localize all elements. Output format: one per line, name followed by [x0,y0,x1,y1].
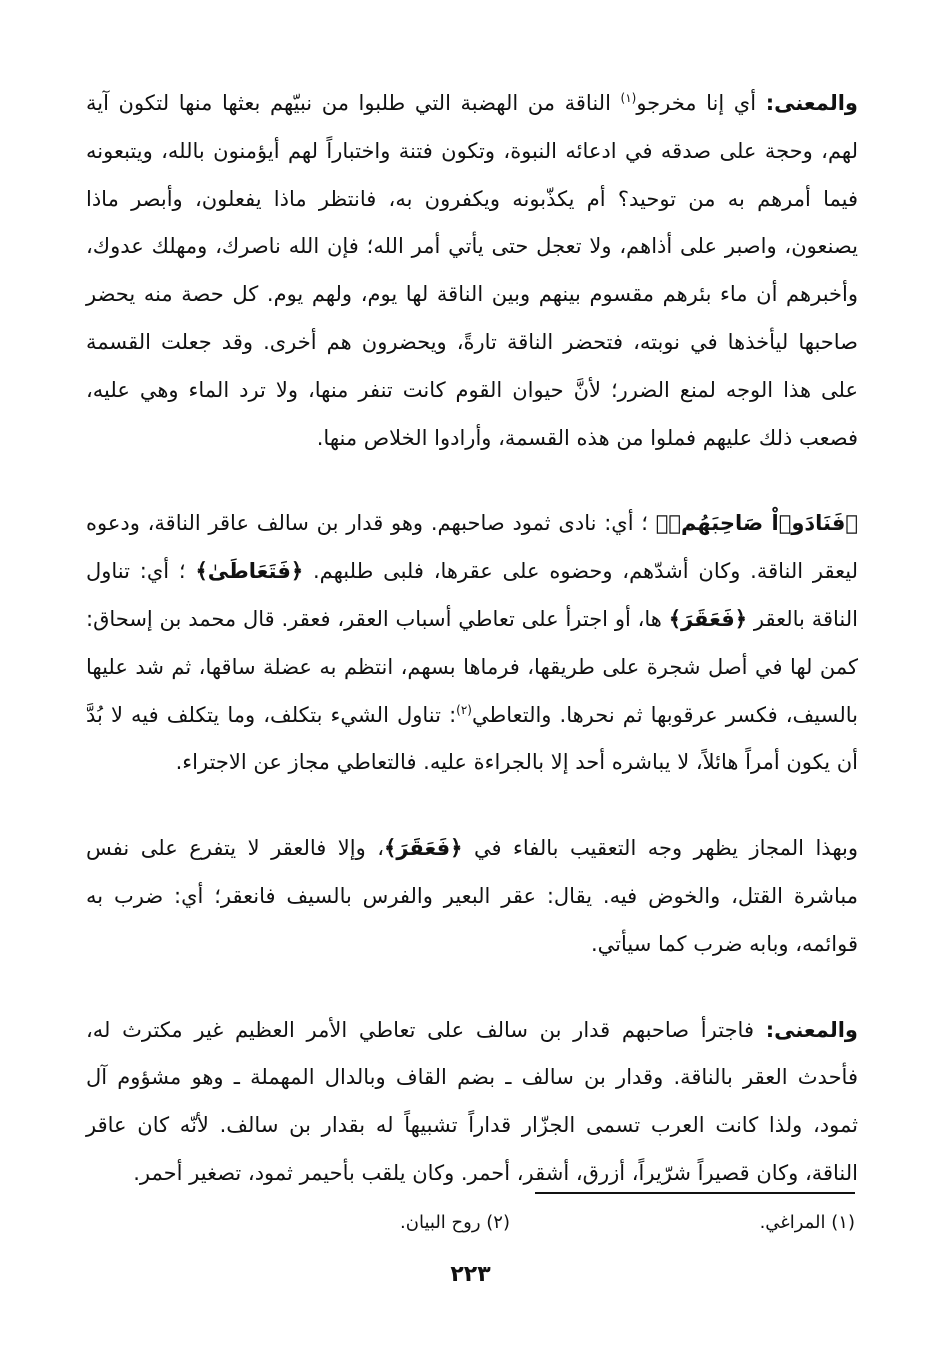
paragraph-text: الناقة من الهضبة التي طلبوا من نبيّهم بعثها منها لتكون آية لهم، وحجة على صدقه في ادعائه النبوة، وتكون فتنة واختباراً لهم أيؤمنون بالله، ويتبعونه فيما أمرهم به من توحيد؟ أم يكذّبونه ويكفرون به، فانتظر ماذا يفعلون، وأبصر ماذا يصنعون، واصبر على أذاهم، ولا تعجل حتى يأتي أمر الله؛ فإن الله ناصرك، ومهلك عدوك، وأخبرهم أن ماء بئرهم مقسوم بينهم وبين الناقة لها يوم، ولهم يوم. كل حصة منه يحضر صاحبها ليأخذها في نوبته، فتحضر الناقة تارةً، ويحضرون هم أخرى. وقد جعلت القسمة على هذا الوجه لمنع الضرر؛ لأنَّ حيوان القوم كانت تنفر منها، ولا ترد الماء وهي عليه، فصعب ذلك عليهم فملوا من هذه القسمة، وأرادوا الخلاص منها. [86,91,858,450]
footnote-ref-1: (١) [620,91,637,105]
footnote-2 [400,1208,510,1238]
paragraph-text: فاجترأ صاحبهم قدار بن سالف على تعاطي الأمر العظيم غير مكترث له، فأحدث العقر بالناقة. وقدار بن سالف ـ بضم القاف وبالدال المهملة ـ وهو مشؤوم آل ثمود، ولذا كانت العرب تسمى الجزّار قداراً تشبيهاً له بقدار بن سالف. لأنّه كان عاقر الناقة، وكان قصيراً شرّيراً، أزرق، أشقر، أحمر. وكان يلقب بأحيمر ثمود، تصغير أحمر. [86,1017,858,1185]
footnote-ref-2: (٢) [456,702,472,717]
footnote-number: (١) [831,1212,855,1233]
paragraph-text: : تناول الشيء بتكلف، وما يتكلف فيه لا بُدَّ أن يكون أمراً هائلاً، لا يباشره أحد إلا بالجراءة عليه. فالتعاطي مجاز عن الاجتراء. [86,702,858,775]
page-number: ٢٢٣ [450,1262,491,1287]
footnote-text: روح البيان. [400,1212,481,1233]
paragraph-text: ها، أو اجترأ على تعاطي أسباب العقر، فعقر. قال محمد بن إسحاق: كمن لها في أصل شجرة على طريقها، فرماها بسهم، انتظم به عضلة ساقها، ثم شد عليها بالسيف، فكسر عرقوبها ثم نحرها. والتعاطي [86,606,858,727]
footnote-divider [535,1192,855,1194]
footnote-text: المراغي. [759,1212,826,1233]
paragraph-text: ؛ أي: نادى ثمود صاحبهم. وهو قدار بن سالف عاقر الناقة، ودعوه ليعقر الناقة. وكان أشدّهم، وحضوه على عقرها، فلبى طلبهم. [86,511,858,584]
paragraph-text: وبهذا المجاز يظهر وجه التعقيب بالفاء في [473,836,858,861]
paragraph-3 [86,825,858,968]
body-text [86,80,858,1198]
paragraph-gap [86,787,858,825]
paragraph-gap [86,462,858,500]
footnote-1 [760,1208,855,1238]
paragraph-gap [86,969,858,1007]
footnote-number: (٢) [486,1212,510,1233]
footnotes [300,1208,855,1238]
quran-quote: ﴿فَعَقَرَ﴾ [668,606,748,631]
paragraph-4 [86,1007,858,1198]
paragraph-text: ، وإلا فالعقر لا يتفرع على نفس مباشرة القتل، والخوض فيه. يقال: عقر البعير والفرس بالسيف فانعقر؛ أي: ضرب به قوائمه، وبابه ضرب كما سيأتي. [86,836,858,956]
quran-quote: ﴿فَعَقَرَ﴾ [384,836,463,861]
paragraph-lead: والمعنى: [765,91,858,115]
paragraph-lead: والمعنى: [765,1017,858,1042]
paragraph-text: أي إنا مخرجو [636,91,757,115]
quran-quote: ﴿فَنَادَوۡاْ صَاحِبَهُمۡ﴾ [655,511,858,536]
paragraph-1 [86,80,858,462]
quran-quote: ﴿فَتَعَاطَىٰ﴾ [195,559,304,584]
paragraph-text: ؛ أي: تناول الناقة بالعقر [86,559,858,631]
paragraph-2 [86,500,858,787]
